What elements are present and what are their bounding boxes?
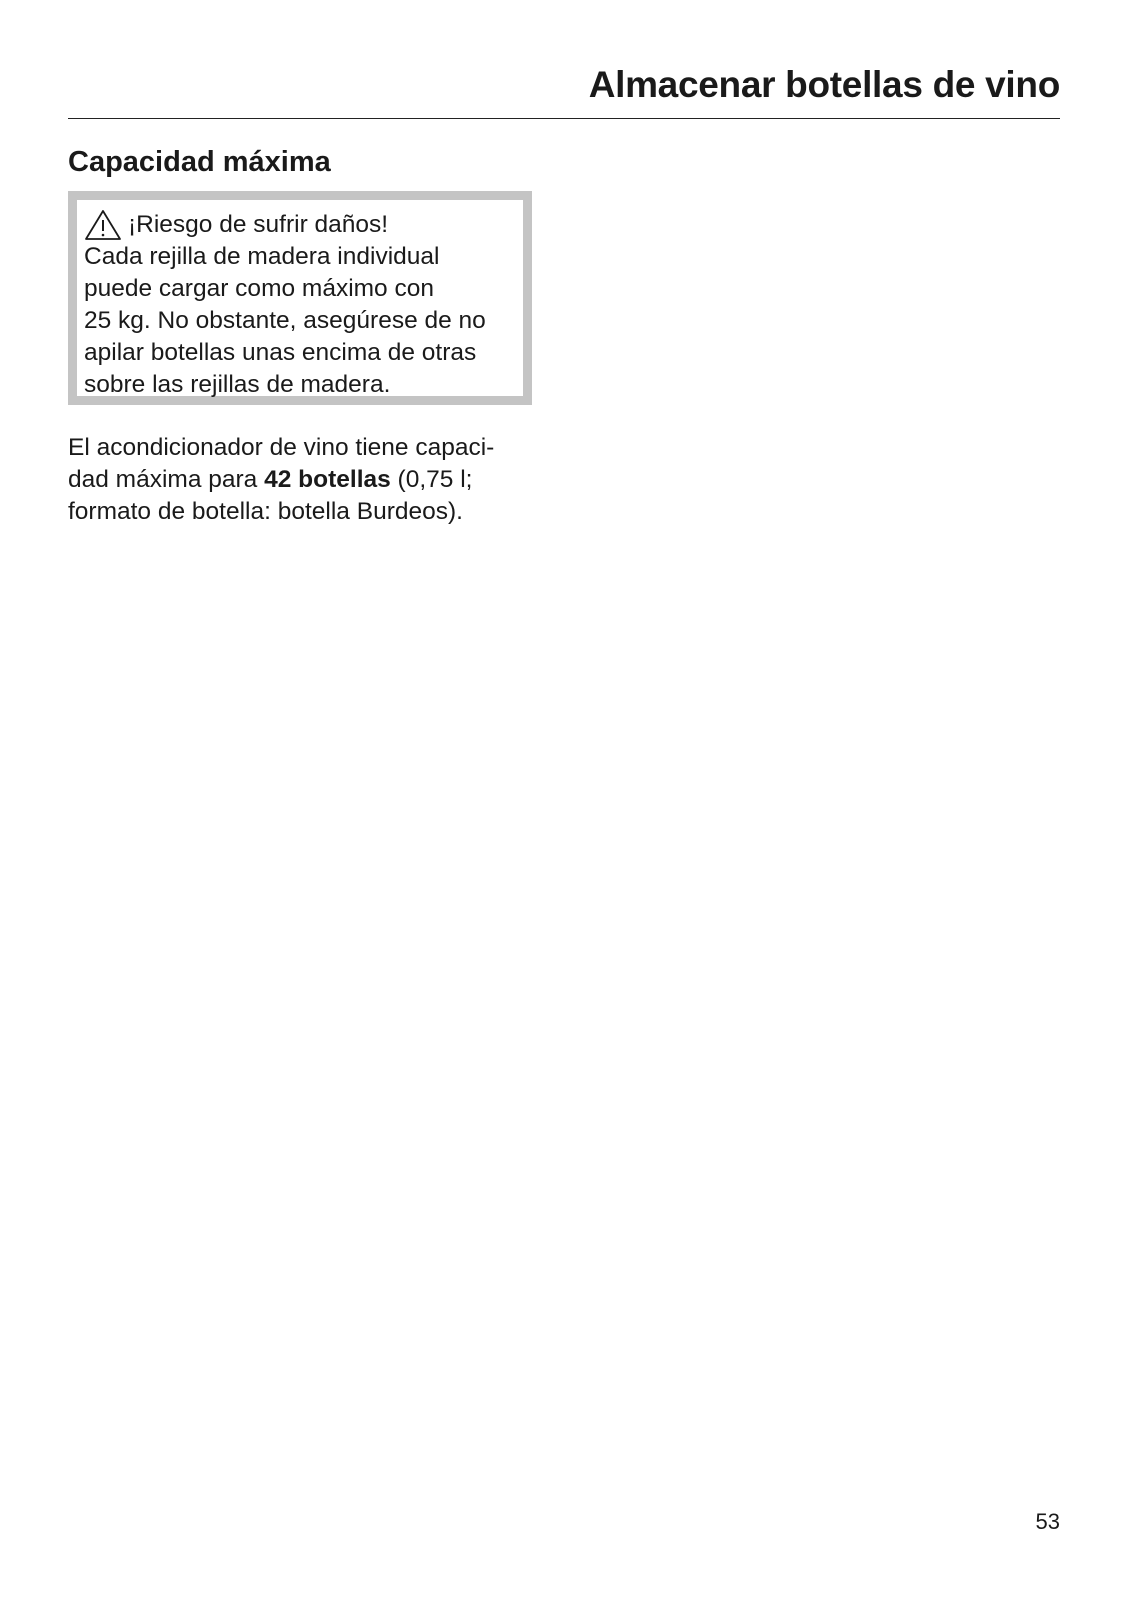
- chapter-title: Almacenar botellas de vino: [588, 64, 1060, 105]
- warning-line: sobre las rejillas de madera.: [84, 371, 391, 398]
- body-text-segment: (0,75 l;: [390, 466, 473, 493]
- page-number: 53: [1035, 1509, 1060, 1534]
- bottle-capacity: 42 botellas: [264, 466, 391, 493]
- warning-line: Cada rejilla de madera individual: [84, 243, 440, 270]
- warning-line: 25 kg. No obstante, asegúrese de no: [84, 307, 486, 334]
- warning-heading: ¡Riesgo de sufrir daños!: [128, 211, 389, 238]
- body-line: formato de botella: botella Burdeos).: [68, 498, 463, 525]
- body-paragraph: [68, 432, 548, 528]
- warning-box: [68, 191, 532, 405]
- section-title: Capacidad máxima: [68, 146, 331, 178]
- warning-line: puede cargar como máximo con: [84, 275, 434, 302]
- page-header: [68, 62, 1060, 119]
- body-text-segment: dad máxima para: [68, 466, 265, 493]
- body-line: [68, 464, 548, 496]
- warning-heading-row: [84, 209, 517, 241]
- body-line: El acondicionador de vino tiene capaci-: [68, 434, 495, 461]
- warning-triangle-icon: [84, 209, 122, 241]
- warning-content: [84, 209, 517, 401]
- warning-line: apilar botellas unas encima de otras: [84, 339, 477, 366]
